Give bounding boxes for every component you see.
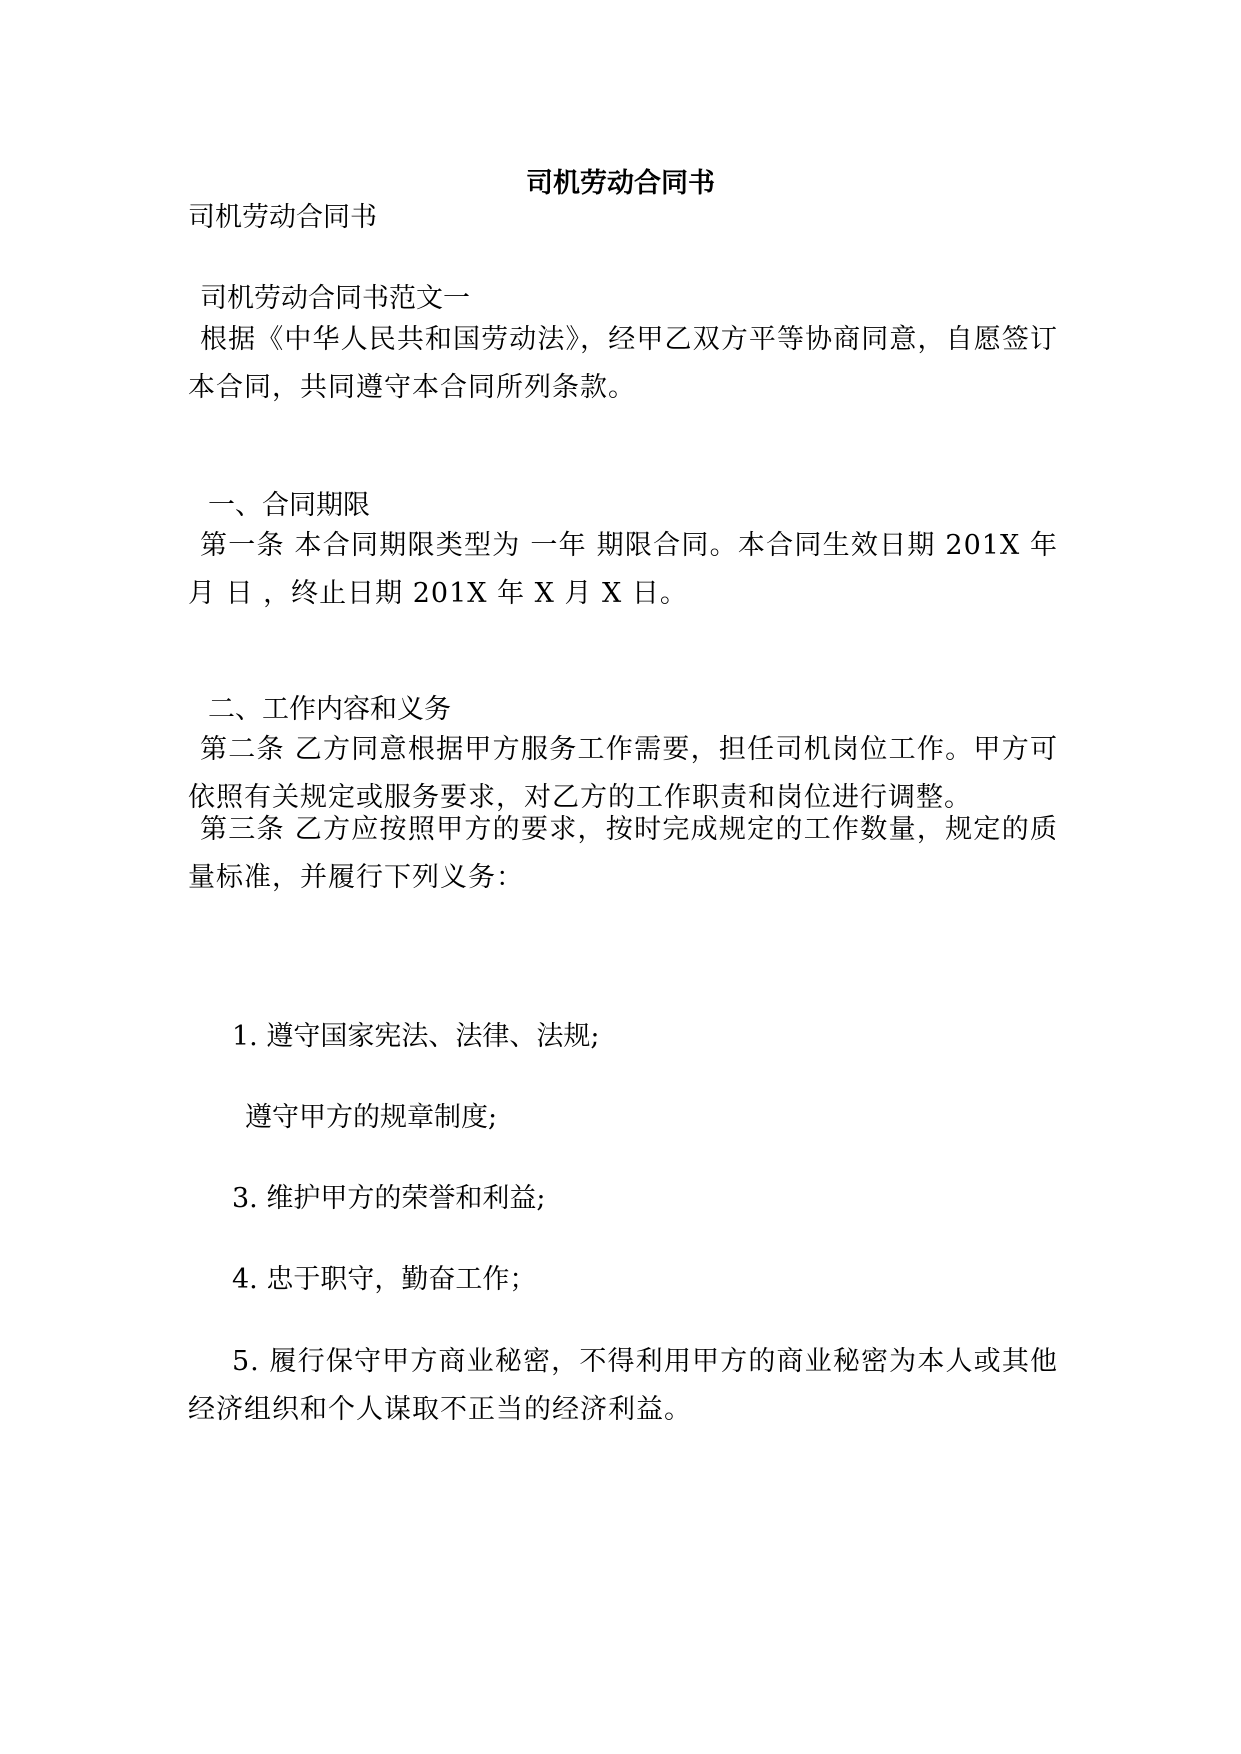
section2-heading: 二、工作内容和义务: [208, 694, 451, 725]
article1-paragraph: 第一条 本合同期限类型为 一年 期限合同。本合同生效日期 201X 年 月 日 ，终止日期 201X 年 X 月 X 日。: [188, 530, 1058, 609]
document-subtitle: 司机劳动合同书: [188, 202, 377, 233]
sample-heading: 司机劳动合同书范文一: [200, 283, 470, 314]
duty-item-1: 1. 遵守国家宪法、法律、法规;: [232, 1021, 600, 1052]
intro-paragraph: 根据《中华人民共和国劳动法》，经甲乙双方平等协商同意，自愿签订本合同，共同遵守本合同所列条款。: [188, 324, 1058, 403]
article3-paragraph: 第三条 乙方应按照甲方的要求，按时完成规定的工作数量，规定的质量标准，并履行下列义务：: [188, 814, 1058, 893]
article2-paragraph: 第二条 乙方同意根据甲方服务工作需要，担任司机岗位工作。甲方可依照有关规定或服务要求，对乙方的工作职责和岗位进行调整。: [188, 734, 1058, 813]
duty-item-3: 3. 维护甲方的荣誉和利益;: [232, 1183, 546, 1214]
section1-heading: 一、合同期限: [208, 490, 370, 521]
document-title: 司机劳动合同书: [526, 168, 715, 199]
duty-item-4: 4. 忠于职守，勤奋工作；: [232, 1264, 537, 1295]
duty-item-2: 遵守甲方的规章制度;: [245, 1102, 498, 1133]
duty-item-5: 5. 履行保守甲方商业秘密，不得利用甲方的商业秘密为本人或其他经济组织和个人谋取不正当的经济利益。: [188, 1346, 1058, 1425]
